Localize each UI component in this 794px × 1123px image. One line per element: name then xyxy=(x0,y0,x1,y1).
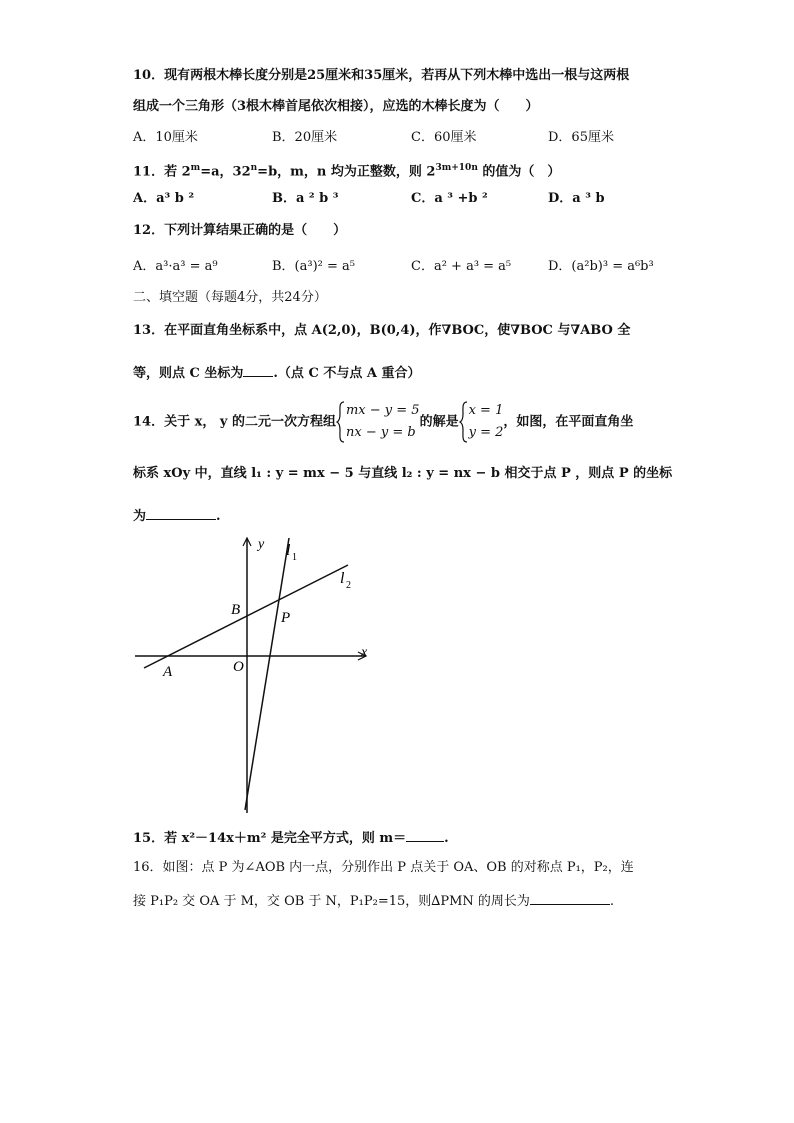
q11-option-c: C．a ³ +b ² xyxy=(411,191,488,206)
q11-sup1: m xyxy=(190,163,201,173)
line-l2 xyxy=(144,565,348,668)
q14-sol2: y = 2 xyxy=(468,425,504,440)
q11-stem xyxy=(133,159,560,181)
q14-suffix: ，如图，在平面直角坐 xyxy=(503,414,634,430)
q11-part4: 的值为（ ） xyxy=(477,164,561,180)
q15-line xyxy=(133,827,449,848)
q10-option-c: C．60厘米 xyxy=(411,130,477,145)
q13-line2 xyxy=(133,362,420,383)
q16-line1: 16．如图：点 P 为∠AOB 内一点，分别作出 P 点关于 OA、OB 的对称点 P₁，P₂，连 xyxy=(133,860,634,875)
q10-line1: 10．现有两根木棒长度分别是25厘米和35厘米，若再从下列木棒中选出一根与这两根 xyxy=(133,68,630,83)
q15-prefix: 15．若 x²－14x＋m² 是完全平方式，则 m＝ xyxy=(133,831,407,846)
point-b-label: B xyxy=(231,602,241,618)
q12-option-c: C．a² + a³ = a⁵ xyxy=(411,259,512,274)
q16-line2-prefix: 接 P₁P₂ 交 OA 于 M，交 OB 于 N，P₁P₂=15，则∆PMN 的周长为 xyxy=(133,894,530,909)
q15-suffix: . xyxy=(444,831,449,846)
q11-sup2: n xyxy=(250,163,258,173)
q14-line3-prefix: 为 xyxy=(133,509,147,524)
q10-option-d: D．65厘米 xyxy=(548,130,614,145)
l2-label: l xyxy=(340,570,345,587)
q14-system xyxy=(346,400,420,444)
q11-part2: =a，32 xyxy=(200,164,251,180)
q14-mid: 的解是 xyxy=(419,414,459,430)
q14-sol1: x = 1 xyxy=(468,403,504,418)
q11-option-d: D．a ³ b xyxy=(548,191,605,206)
origin-label: O xyxy=(233,659,244,675)
q12-option-a: A．a³·a³ = a⁹ xyxy=(133,259,218,274)
q11-sup3: 3m+10n xyxy=(435,163,478,173)
x-axis-label: x xyxy=(361,645,368,660)
section-heading: 二、填空题（每题4分，共24分） xyxy=(133,290,327,305)
left-brace-icon xyxy=(336,400,346,444)
q14-line3: 为 . xyxy=(133,505,221,526)
q12-option-d: D．(a²b)³ = a⁶b³ xyxy=(548,259,654,274)
q14-prefix: 14．关于 x， y 的二元一次方程组 xyxy=(133,414,336,430)
q14-coordinate-graph xyxy=(130,530,390,820)
q15-answer-blank[interactable] xyxy=(406,827,444,842)
q10-option-a: A．10厘米 xyxy=(133,130,198,145)
y-axis-label: y xyxy=(258,537,265,552)
q11-part1: 2 xyxy=(181,164,191,180)
q11-option-b: B．a ² b ³ xyxy=(272,191,339,206)
q14-line2: 标系 xOy 中，直线 l₁ : y = mx − 5 与直线 l₂ : y = nx − b 相交于点 P ，则点 P 的坐标 xyxy=(133,466,673,481)
q11-num: 11．若 xyxy=(133,164,182,180)
l1-subscript: 1 xyxy=(292,552,297,563)
q13-answer-blank[interactable] xyxy=(243,362,273,377)
line-l1 xyxy=(245,538,289,810)
q13-line2-suffix: .（点 C 不与点 A 重合） xyxy=(273,366,421,381)
q14-eq2: nx − y = b xyxy=(345,425,416,440)
l2-subscript: 2 xyxy=(346,580,351,591)
l1-label: l xyxy=(286,542,291,559)
q14-eq1: mx − y = 5 xyxy=(345,403,420,418)
q16-line2 xyxy=(133,890,614,911)
left-brace-icon xyxy=(459,400,469,444)
q14-line1 xyxy=(133,400,633,448)
point-p-label: P xyxy=(281,610,291,626)
q10-option-b: B．20厘米 xyxy=(272,130,338,145)
q12-stem: 12．下列计算结果正确的是（ ） xyxy=(133,223,347,238)
q14-solution xyxy=(469,400,504,444)
q14-answer-blank[interactable] xyxy=(146,505,216,520)
q11-option-a: A．a³ b ² xyxy=(133,191,195,206)
q12-option-b: B．(a³)² = a⁵ xyxy=(272,259,355,274)
q16-answer-blank[interactable] xyxy=(530,890,610,905)
q13-line2-prefix: 等，则点 C 坐标为 xyxy=(133,366,244,381)
point-a-label: A xyxy=(163,664,173,680)
q13-line1: 13．在平面直角坐标系中，点 A(2,0)，B(0,4)，作∇BOC，使∇BOC 与∇ABO 全 xyxy=(133,323,631,338)
q10-line2: 组成一个三角形（3根木棒首尾依次相接），应选的木棒长度为（ ） xyxy=(133,99,539,114)
q11-part3: =b，m，n 均为正整数，则 2 xyxy=(257,164,436,180)
q16-line2-suffix: . xyxy=(609,894,615,909)
